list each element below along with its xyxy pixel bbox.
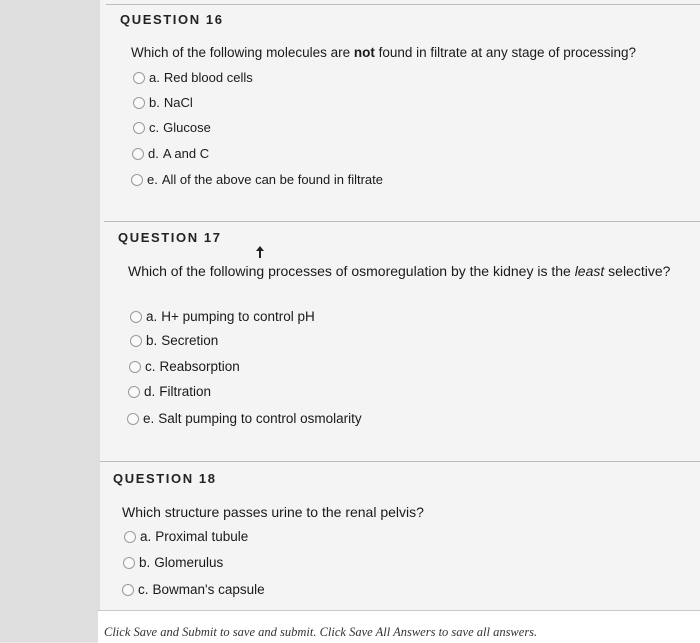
left-panel xyxy=(0,0,100,642)
answer-option[interactable] xyxy=(123,555,223,570)
radio-button[interactable] xyxy=(133,97,145,109)
answer-option[interactable] xyxy=(129,359,240,374)
question-text-emphasis: not xyxy=(353,45,375,60)
answer-option[interactable] xyxy=(133,70,253,85)
answer-option[interactable] xyxy=(133,95,193,110)
option-letter: c. xyxy=(149,120,160,135)
option-letter: a. xyxy=(146,309,158,324)
question-text: Which structure passes urine to the renal pelvis? xyxy=(122,504,424,520)
radio-button[interactable] xyxy=(132,148,144,160)
option-letter: b. xyxy=(149,95,160,110)
question-text-part: selective? xyxy=(604,263,671,279)
question-heading: QUESTION 16 xyxy=(120,12,224,27)
answer-option[interactable] xyxy=(133,120,211,135)
radio-button[interactable] xyxy=(124,531,136,543)
option-letter: e. xyxy=(147,172,158,187)
divider xyxy=(104,221,700,222)
answer-option[interactable] xyxy=(124,529,248,544)
option-label: Proximal tubule xyxy=(155,529,249,544)
question-text xyxy=(131,45,636,60)
option-letter: e. xyxy=(143,411,155,426)
radio-button[interactable] xyxy=(127,413,139,425)
option-label: Red blood cells xyxy=(163,70,253,85)
answer-option[interactable] xyxy=(127,411,362,426)
answer-option[interactable] xyxy=(130,333,218,348)
question-text-part: Which of the following processes of osmoregulation by the kidney is the xyxy=(128,263,575,279)
option-letter: c. xyxy=(138,582,149,597)
option-label: Filtration xyxy=(159,384,212,399)
answer-option[interactable] xyxy=(130,309,315,324)
radio-button[interactable] xyxy=(130,335,142,347)
option-letter: a. xyxy=(140,529,152,544)
footer-instructions: Click Save and Submit to save and submit. Click Save All Answers to save all answers. xyxy=(104,625,538,639)
answer-option[interactable] xyxy=(122,582,265,597)
radio-button[interactable] xyxy=(128,386,140,398)
option-letter: a. xyxy=(149,70,160,85)
option-label: Secretion xyxy=(161,333,219,348)
footer-bar xyxy=(98,610,700,643)
option-letter: d. xyxy=(144,384,156,399)
radio-button[interactable] xyxy=(133,72,145,84)
question-heading: QUESTION 17 xyxy=(118,230,222,245)
option-label: Glomerulus xyxy=(154,555,224,570)
radio-button[interactable] xyxy=(123,557,135,569)
option-letter: d. xyxy=(148,146,159,161)
answer-option[interactable] xyxy=(132,146,209,161)
option-label: Reabsorption xyxy=(159,359,240,374)
option-label: NaCl xyxy=(163,95,193,110)
question-text-emphasis: least xyxy=(574,263,605,279)
divider xyxy=(106,4,700,5)
answer-option[interactable] xyxy=(128,384,211,399)
option-label: A and C xyxy=(162,146,210,161)
option-letter: c. xyxy=(145,359,156,374)
option-label: Salt pumping to control osmolarity xyxy=(158,411,362,426)
option-label: All of the above can be found in filtrate xyxy=(161,172,383,187)
answer-option[interactable] xyxy=(131,172,383,187)
option-label: H+ pumping to control pH xyxy=(161,309,315,324)
option-label: Glucose xyxy=(163,120,211,135)
option-label: Bowman's capsule xyxy=(152,582,265,597)
option-letter: b. xyxy=(146,333,158,348)
radio-button[interactable] xyxy=(129,361,141,373)
divider xyxy=(100,461,700,462)
question-text xyxy=(128,263,670,279)
question-text-part: Which of the following molecules are xyxy=(131,45,354,60)
option-letter: b. xyxy=(139,555,151,570)
question-text-part: found in filtrate at any stage of processing? xyxy=(374,45,637,60)
question-heading: QUESTION 18 xyxy=(113,471,217,486)
radio-button[interactable] xyxy=(122,584,134,596)
radio-button[interactable] xyxy=(133,122,145,134)
radio-button[interactable] xyxy=(130,311,142,323)
radio-button[interactable] xyxy=(131,174,143,186)
mouse-cursor-icon xyxy=(256,246,264,258)
